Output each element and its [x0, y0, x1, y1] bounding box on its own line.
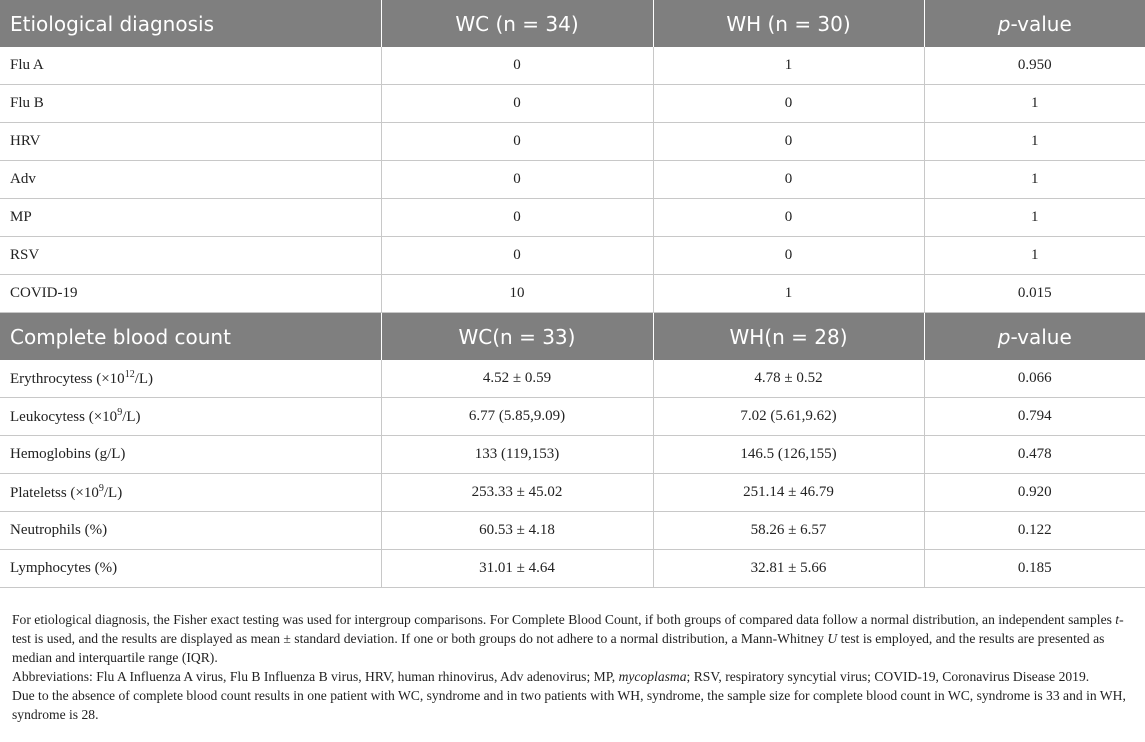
cell-wh: 4.78 ± 0.52	[653, 360, 924, 398]
header-pvalue	[924, 0, 1145, 47]
cell-wc: 0	[381, 85, 653, 123]
header-label: Complete blood count	[0, 313, 381, 361]
cell-pvalue: 0.066	[924, 360, 1145, 398]
header-wh: WH (n = 30)	[653, 0, 924, 47]
table-row	[0, 550, 1145, 588]
cell-wc: 4.52 ± 0.59	[381, 360, 653, 398]
header-wc: WC(n = 33)	[381, 313, 653, 361]
table-row	[0, 123, 1145, 161]
table-row	[0, 275, 1145, 313]
header-etiological	[0, 0, 1145, 47]
cell-wc: 0	[381, 161, 653, 199]
header-pvalue	[924, 313, 1145, 361]
cell-pvalue: 1	[924, 199, 1145, 237]
row-label: HRV	[0, 123, 381, 161]
p-letter: p	[997, 324, 1011, 349]
cell-wh: 0	[653, 161, 924, 199]
cell-wh: 1	[653, 47, 924, 85]
header-label: Etiological diagnosis	[0, 0, 381, 47]
header-wc: WC (n = 34)	[381, 0, 653, 47]
row-label: Leukocytess $(\times 10^9/L)$	[0, 398, 381, 436]
table-row	[0, 398, 1145, 436]
p-letter: p	[997, 11, 1011, 36]
footnote-methods: For etiological diagnosis, the Fisher exact testing was used for intergroup comparisons. For Complete Blood Count, if both groups of compared data follow a normal distribution, an independent samples t-test is used, and the results are displayed as mean ± standard deviation. If one or both groups do not adhere to a normal distribution, a Mann-Whitney U test is employed, and the results are presented as median and interquartile range (IQR).	[12, 612, 1124, 665]
cell-pvalue: 0.920	[924, 474, 1145, 512]
row-label: Plateletss $(\times 10^9/L)$	[0, 474, 381, 512]
table-row	[0, 474, 1145, 512]
footnote-abbreviations: Abbreviations: Flu A Influenza A virus, Flu B Influenza B virus, HRV, human rhinovirus, Adv adenovirus; MP, mycoplasma; RSV, respiratory syncytial virus; COVID-19, Coronavirus Disease 2019.	[12, 669, 1090, 684]
cell-pvalue: 0.185	[924, 550, 1145, 588]
cell-wh: 146.5 (126,155)	[653, 436, 924, 474]
cell-wh: 1	[653, 275, 924, 313]
cell-wc: 31.01 ± 4.64	[381, 550, 653, 588]
row-label: COVID-19	[0, 275, 381, 313]
row-label: Flu B	[0, 85, 381, 123]
header-wh: WH(n = 28)	[653, 313, 924, 361]
row-label: Erythrocytess $(\times 10^{12}/L)$	[0, 360, 381, 398]
row-label: Adv	[0, 161, 381, 199]
cell-wh: 0	[653, 85, 924, 123]
cell-wh: 7.02 (5.61,9.62)	[653, 398, 924, 436]
table-footnotes	[12, 610, 1137, 724]
cell-pvalue: 0.122	[924, 512, 1145, 550]
table-row	[0, 161, 1145, 199]
pvalue-suffix: -value	[1010, 324, 1072, 349]
cell-pvalue: 1	[924, 85, 1145, 123]
table-row	[0, 85, 1145, 123]
header-blood-count	[0, 313, 1145, 361]
cell-pvalue: 0.794	[924, 398, 1145, 436]
cell-pvalue: 0.015	[924, 275, 1145, 313]
row-label: RSV	[0, 237, 381, 275]
cell-wh: 0	[653, 123, 924, 161]
cell-pvalue: 1	[924, 123, 1145, 161]
table-row	[0, 512, 1145, 550]
cell-wc: 10	[381, 275, 653, 313]
footnote-sample-size: Due to the absence of complete blood count results in one patient with WC, syndrome and in two patients with WH, syndrome, the sample size for complete blood count in WC, syndrome is 33 and in WH, syndrome is 28.	[12, 688, 1126, 722]
cell-wh: 32.81 ± 5.66	[653, 550, 924, 588]
cell-pvalue: 0.478	[924, 436, 1145, 474]
row-label: Lymphocytes (%)	[0, 550, 381, 588]
row-label: Hemoglobins (g/L)	[0, 436, 381, 474]
cell-wc: 0	[381, 123, 653, 161]
row-label: MP	[0, 199, 381, 237]
cell-wc: 0	[381, 47, 653, 85]
cell-pvalue: 1	[924, 161, 1145, 199]
table-row	[0, 199, 1145, 237]
cell-wh: 251.14 ± 46.79	[653, 474, 924, 512]
cell-wh: 0	[653, 199, 924, 237]
cell-pvalue: 1	[924, 237, 1145, 275]
table-row	[0, 436, 1145, 474]
pvalue-suffix: -value	[1010, 11, 1072, 36]
row-label: Flu A	[0, 47, 381, 85]
table-row	[0, 360, 1145, 398]
table-row	[0, 47, 1145, 85]
row-label: Neutrophils (%)	[0, 512, 381, 550]
cell-wc: 0	[381, 237, 653, 275]
cell-wc: 253.33 ± 45.02	[381, 474, 653, 512]
cell-wc: 0	[381, 199, 653, 237]
table-row	[0, 237, 1145, 275]
cell-wh: 58.26 ± 6.57	[653, 512, 924, 550]
cell-pvalue: 0.950	[924, 47, 1145, 85]
cell-wc: 60.53 ± 4.18	[381, 512, 653, 550]
cell-wh: 0	[653, 237, 924, 275]
cell-wc: 133 (119,153)	[381, 436, 653, 474]
cell-wc: 6.77 (5.85,9.09)	[381, 398, 653, 436]
